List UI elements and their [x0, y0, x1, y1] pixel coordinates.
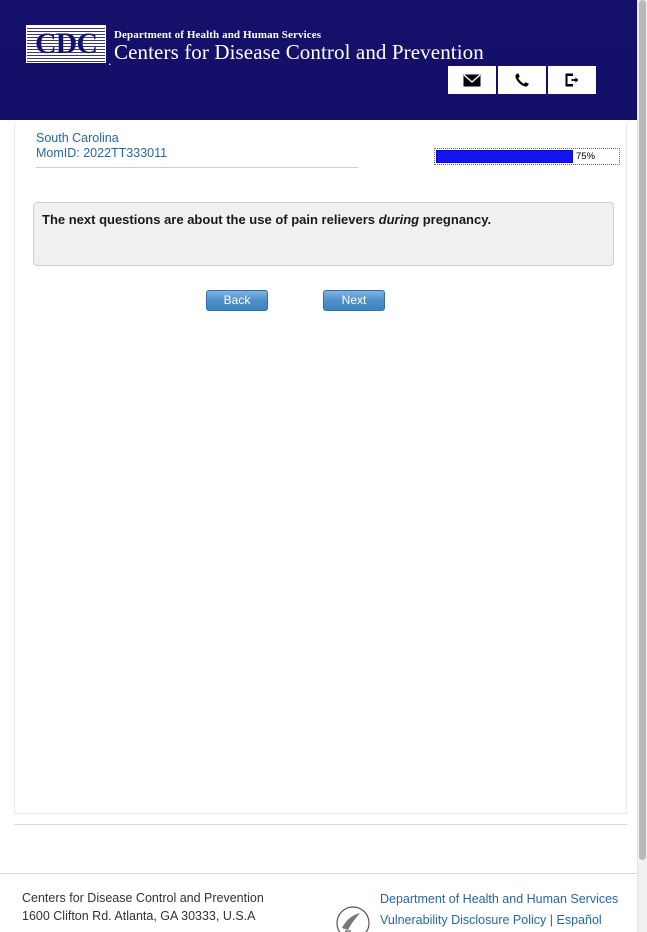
- header-button-group: [446, 66, 596, 94]
- footer-org-line-1: Centers for Disease Control and Prevention: [22, 891, 264, 905]
- next-button[interactable]: Next: [323, 290, 385, 311]
- envelope-icon: [463, 74, 481, 87]
- phone-icon: [514, 72, 530, 88]
- email-button[interactable]: [448, 66, 496, 94]
- site-header: [0, 0, 638, 120]
- respondent-meta: [36, 131, 358, 168]
- question-text-emphasis: during: [378, 212, 420, 227]
- footer-divider: [14, 824, 627, 825]
- agency-line: Centers for Disease Control and Prevention: [114, 40, 484, 64]
- progress-bar-fill: [436, 150, 573, 163]
- footer-link-espanol[interactable]: Español: [556, 913, 602, 927]
- question-text-prefix: The next questions are about the use of pain relievers: [42, 212, 379, 227]
- department-line: Department of Health and Human Services: [114, 29, 322, 41]
- footer-link-separator: |: [549, 913, 554, 927]
- phone-button[interactable]: [498, 66, 546, 94]
- page-scrollbar[interactable]: [637, 0, 647, 932]
- progress-indicator: [434, 148, 620, 165]
- footer-link-vulnerability-disclosure[interactable]: Vulnerability Disclosure Policy: [380, 913, 547, 927]
- question-text: [42, 212, 491, 227]
- hhs-seal-icon: [336, 906, 370, 932]
- mom-id-label: MomID: 2022TT333011: [36, 146, 168, 160]
- login-button[interactable]: [548, 66, 596, 94]
- footer-org-line-2: 1600 Clifton Rd. Atlanta, GA 30333, U.S.A: [22, 909, 256, 923]
- footer-address: [22, 889, 264, 925]
- scrollbar-thumb[interactable]: [639, 0, 646, 860]
- footer-link-hhs[interactable]: Department of Health and Human Services: [380, 892, 619, 906]
- progress-percent-label: 75%: [576, 150, 596, 162]
- state-label: South Carolina: [36, 131, 119, 145]
- cdc-logo-period: .: [108, 53, 112, 68]
- question-text-suffix: pregnancy.: [419, 212, 492, 227]
- site-footer: [0, 873, 638, 932]
- footer-links: [380, 889, 618, 931]
- back-button[interactable]: Back: [206, 290, 268, 311]
- question-panel: [33, 202, 614, 266]
- cdc-logo-text: CDC: [35, 27, 97, 60]
- login-arrow-icon: [564, 72, 580, 88]
- cdc-logo[interactable]: [26, 25, 106, 63]
